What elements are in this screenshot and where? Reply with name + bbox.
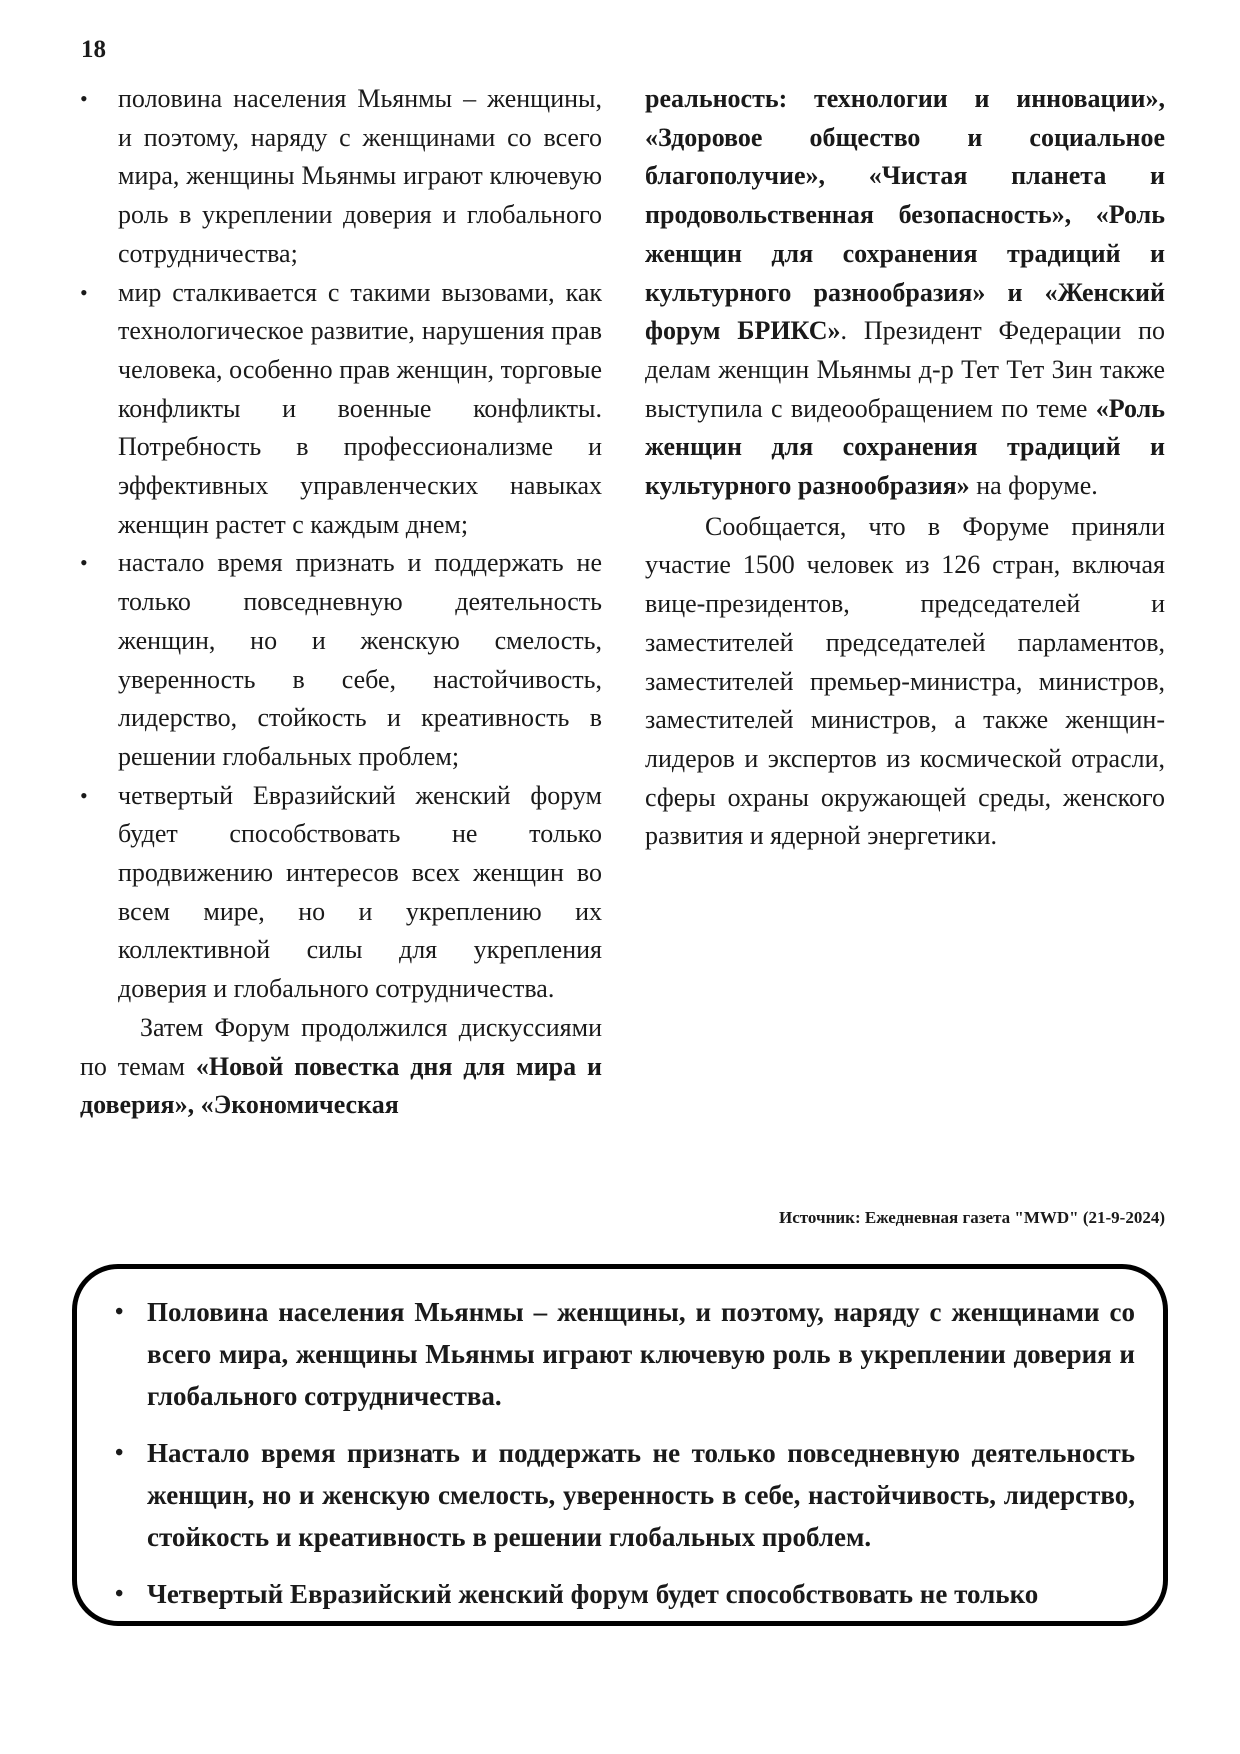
participants-paragraph: Сообщается, что в Форуме приняли участие 1500 человек из 126 стран, включая вице-президентов, председателей и заместителей председателей парламентов, заместителей премьер-министра, министров, заместителей министров, а также женщин-лидеров и экспертов из космической отрасли, сферы охраны окружающей среды, женского развития и ядерной энергетики. [645,511,1165,851]
list-item: • мир сталкивается с такими вызовами, как технологическое развитие, нарушения прав человека, особенно прав женщин, торговые конфликты и военные конфликты. Потребность в профессионализме и эффективных управленческих навыках женщин растет с каждым днем; [80,274,602,545]
paragraph-ending: на форуме. [969,471,1098,501]
summary-item: • Настало время признать и поддержать не только повседневную деятельность женщин, но и женскую смелость, уверенность в себе, настойчивость, лидерство, стойкость и креативность в решении глобальных проблем. [95,1432,1135,1558]
right-column [645,80,1165,856]
summary-item: • Четвертый Евразийский женский форум будет способствовать не только [95,1573,1135,1615]
topics-bold-text: реальность: технологии и инновации», «Здоровое общество и социальное благополучие», «Чистая планета и продовольственная безопасность», «Роль женщин для сохранения традиций и культурного разнообразия» и «Женский форум БРИКС» [645,84,1165,346]
source-credit: Источник: Ежедневная газета "MWD" (21-9-2024) [779,1208,1165,1227]
forum-discussion-paragraph [80,1009,602,1125]
paragraph-text: Затем Форум продолжился дискуссиями по темам [80,1012,602,1081]
list-item: • настало время признать и поддержать не только повседневную деятельность женщин, но и женскую смелость, уверенность в себе, настойчивость, лидерство, стойкость и креативность в решении глобальных проблем; [80,544,602,776]
paragraph-bold-topics: «Новой повестка дня для мира и доверия», «Экономическая [80,1051,603,1120]
summary-list [95,1291,1135,1615]
bullet-list [80,80,602,1009]
continued-paragraph [645,80,1165,506]
left-column [80,80,602,1125]
list-item: • четвертый Евразийский женский форум будет способствовать не только продвижению интересов всех женщин во всем мире, но и укреплению их коллективной силы для укрепления доверия и глобального сотрудничества. [80,777,602,1009]
president-text: . Президент Федерации по делам женщин Мьянмы д-р Тет Тет Зин также выступила с видеообращением по теме [645,316,1165,423]
page-number: 18 [81,36,106,63]
list-item: • половина населения Мьянмы – женщины, и поэтому, наряду с женщинами со всего мира, женщины Мьянмы играют ключевую роль в укреплении доверия и глобального сотрудничества; [80,80,602,274]
summary-item: • Половина населения Мьянмы – женщины, и поэтому, наряду с женщинами со всего мира, женщины Мьянмы играют ключевую роль в укреплении доверия и глобального сотрудничества. [95,1291,1135,1417]
video-topic-bold: «Роль женщин для сохранения традиций и культурного разнообразия» [645,393,1165,501]
summary-box [72,1264,1168,1626]
